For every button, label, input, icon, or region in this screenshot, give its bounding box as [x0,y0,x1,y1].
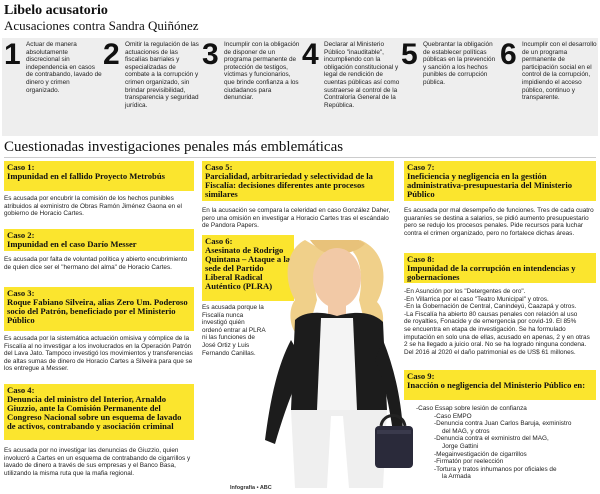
list-item: del MAG, y otros [442,427,490,435]
list-item: -Tortura y tratos inhumanos por oficiales de [434,465,557,473]
case-9-list [416,405,598,481]
case-label: Caso 9: [407,371,435,381]
charge-text: Incumplir con el desarrollo de un programa permanente de participación social en el control de la corrupción, impidiendo el acceso público, continuo y transparente. [522,41,597,102]
case-label: Caso 6: [205,236,233,246]
list-item: la Armada [442,473,471,481]
charge-number: 5 [401,38,418,71]
case-title: Roque Fabiano Silveira, alias Zero Um. Poderoso socio del Patrón, beneficiado por el Ministerio Público [7,297,188,325]
case-3-box [4,287,194,331]
case-5-desc: En la acusación se compara la celeridad en caso González Daher, pero una omisión en investigar a Horacio Cartes tras el escándalo de Pandora Papers. [202,207,391,230]
case-5-box [202,161,394,201]
case-title: Impunidad en el caso Darío Messer [7,239,137,249]
list-item: -En Asunción por los "Detergentes de oro". [404,288,526,295]
case-title: Inacción o negligencia del Ministerio Público en: [407,380,586,390]
case-title: Impunidad de la corrupción en intendencias y gobernaciones [407,263,576,282]
case-2-desc: Es acusada por falta de voluntad política y abierto encubrimiento de quien dice ser el "hermano del alma" de Horacio Cartes. [4,256,188,271]
case-8-box [404,253,596,283]
charge-number: 3 [202,38,219,71]
page-subtitle: Acusaciones contra Sandra Quiñónez [4,18,199,33]
case-title: Asesinato de Rodrigo Quintana – Ataque a la sede del Partido Liberal Radical Auténtico (PLRA) [205,245,291,291]
woman-photo-icon [265,240,415,488]
charge-item [500,38,598,136]
case-3-desc: Es acusada por la sistemática actuación omisiva y cómplice de la Fiscalía al no investigar a los involucrados en la Operación Patrón del Lava Jato. Tampoco investigó los movimientos y transferencias de altas sumas de dinero de Horacio Cartes a Silveira para que se los entregue a Messer. [4,335,193,373]
charge-number: 4 [302,38,319,71]
list-item: Del 2016 al 2020 el daño patrimonial es de US$ 61 millones. [404,348,576,356]
charge-item [103,38,201,136]
case-1-desc: Es acusada por encubrir la comisión de los hechos punibles atribuidos al exministro de Obras Ramón Jiménez Gaona en el gobierno de Horacio Cartes. [4,195,182,218]
charge-text: Actuar de manera absolutamente discrecional sin independencia en casos de contrabando, lavado de dinero y crimen organizado. [26,41,102,94]
list-item: de royalties, Fonacide y de emergencia por covid-19. El 85% [404,318,577,326]
charge-text: Declarar al Ministerio Público "inauditable", incumpliendo con la obligación constitucional y legal de rendición de cuentas públicas así como sustraerse al control de la Contraloría General de la República. [324,41,400,109]
case-7-box [404,161,596,201]
case-4-desc: Es acusada por no investigar las denuncias de Giuzzio, quien involucró a Cartes en un esquema de contrabando de cigarrillos y lavado de dinero a través de sus empresas y el Banco Basa, utilizando la misma ruta que la mafia regional. [4,447,191,477]
case-2-box [4,229,194,251]
case-title: Impunidad en el fallido Proyecto Metrobús [7,171,165,181]
charge-number: 6 [500,38,517,71]
list-item: -En Villarrica por el caso "Teatro Municipal" y otros. [404,295,549,303]
case-title: Ineficiencia y negligencia en la gestión administrativa-presupuestaria del Ministerio Público [407,171,573,199]
charge-item [401,38,499,136]
case-label: Caso 5: [205,162,233,172]
case-9-box [404,370,596,400]
case-8-list [404,288,598,356]
section-divider [4,157,596,158]
charge-text: Omitir la regulación de las actuaciones de las fiscalías barriales y especializadas de combate a la corrupción y crimen organizado, sin brindar previsibilidad, transparencia y seguridad jurídica. [125,41,199,109]
case-7-desc: Es acusada por mal desempeño de funciones. Tres de cada cuatro guaraníes se destina a salarios, se pidió aumento presupuestario pero se redujo los procesos penales. Pide recursos para luchar contra el crimen organizado, pero no fortalece dichas áreas. [404,207,594,237]
list-item: -Caso Essap sobre lesión de confianza [416,405,527,412]
list-item: -Firmatón por reelección [434,458,504,466]
charges-band [2,38,598,136]
page-title: Libelo acusatorio [4,3,108,18]
case-6-desc: Es acusada porque la Fiscalía nunca investigó quién ordenó entrar al PLRA ni las funciones de José Ortiz y Luis Fernando Canillas. [202,304,266,357]
case-title: Denuncia del ministro del Interior, Arnaldo Giuzzio, ante la Comisión Permanente del Congreso Nacional sobre un esquema de lavado de activos, contrabando y asociación criminal [7,394,182,431]
list-item: -En la Gobernación de Central, Canindeyú, Caazapá y otros. [404,303,577,311]
charge-number: 1 [4,38,21,71]
charge-number: 2 [103,38,120,71]
section-title: Cuestionadas investigaciones penales más emblemáticas [4,139,344,155]
list-item: imputación en solo una de ellas, acusado en apenas, 2 y en otras [404,333,590,341]
list-item: 2 se ha llegado a juicio oral. No se ha logrado ninguna condena. [404,341,587,349]
charge-item [202,38,300,136]
case-label: Caso 3: [7,288,35,298]
case-title: Parcialidad, arbitrariedad y selectividad de la Fiscalía: decisiones diferentes ante procesos similares [205,171,373,199]
header [4,3,199,33]
list-item: -Megainvestigación de cigarrillos [434,450,527,458]
list-item: -Denuncia contra el exministro del MAG, [434,435,549,443]
case-label: Caso 1: [7,162,35,172]
list-item: -Denuncia contra Juan Carlos Baruja, exministro [434,420,572,428]
case-label: Caso 8: [407,254,435,264]
charge-item [302,38,400,136]
case-label: Caso 2: [7,230,35,240]
list-item: -La Fiscalía ha abierto 80 causas penales con relación al uso [404,310,578,318]
credit-label: Infografía • ABC [230,485,272,491]
charge-text: Quebrantar la obligación de establecer políticas públicas en la prevención y sanción a los hechos punibles de corrupción pública. [423,41,496,86]
case-label: Caso 7: [407,162,435,172]
case-1-box [4,161,194,191]
list-item: Jorge Gattini [442,442,479,450]
case-label: Caso 4: [7,385,35,395]
charge-item [4,38,102,136]
charge-text: Incumplir con la obligación de disponer de un programa permanente de protección de testigos, víctimas y funcionarios, que brinde confianza a los ciudadanos para denunciar. [224,41,300,102]
case-4-box [4,384,194,440]
list-item: se encuentra en etapa de investigación. Se ha formulado [404,325,566,333]
list-item: -Caso EMPO [434,412,472,420]
